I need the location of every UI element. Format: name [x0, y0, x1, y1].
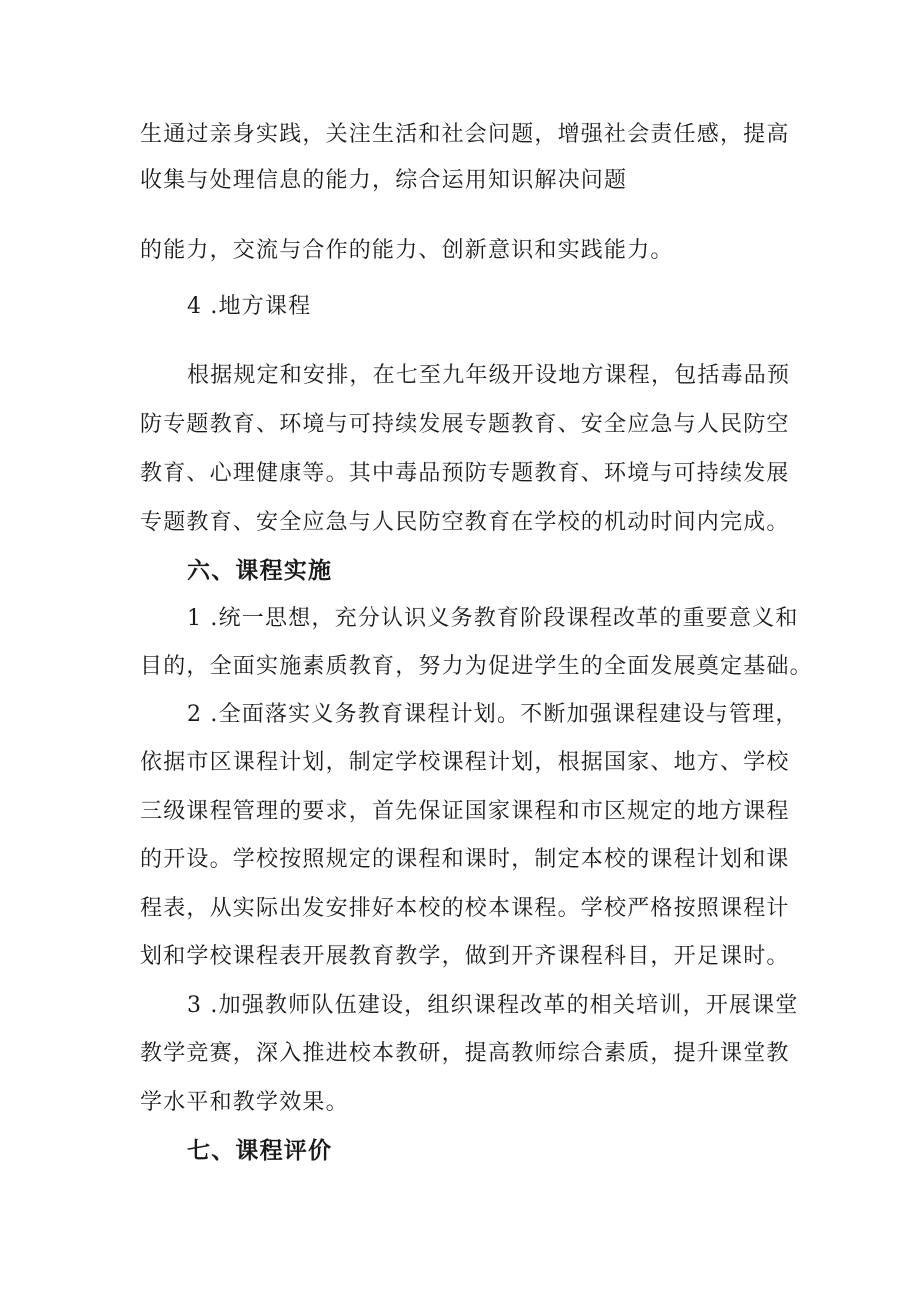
text-line: 根据规定和安排，在七至九年级开设地方课程，包括毒品预 — [187, 363, 791, 388]
text-line: 划和学校课程表开展教育教学，做到开齐课程科目，开足课时。 — [140, 944, 790, 969]
text-line: 1 .统一思想，充分认识义务教育阶段课程改革的重要意义和 — [187, 606, 799, 631]
text-line: 3 .加强教师队伍建设，组织课程改革的相关培训，开展课堂 — [187, 993, 799, 1018]
text-line: 的开设。学校按照规定的课程和课时，制定本校的课程计划和课 — [140, 847, 790, 872]
text-line: 目的，全面实施素质教育，努力为促进学生的全面发展奠定基础。 — [140, 654, 813, 679]
text-line: 的能力，交流与合作的能力、创新意识和实践能力。 — [140, 238, 674, 263]
text-line: 防专题教育、环境与可持续发展专题教育、安全应急与人民防空 — [140, 412, 790, 437]
text-line: 专题教育、安全应急与人民防空教育在学校的机动时间内完成。 — [140, 510, 790, 535]
text-line: 教育、心理健康等。其中毒品预防专题教育、环境与可持续发展 — [140, 461, 790, 486]
text-line: 教学竞赛，深入推进校本教研，提高教师综合素质，提升课堂教 — [140, 1041, 790, 1066]
chapter-heading: 六、课程实施 — [187, 558, 333, 584]
text-line: 依据市区课程计划，制定学校课程计划，根据国家、地方、学校 — [140, 750, 790, 775]
section-heading: 4 .地方课程 — [187, 294, 312, 319]
chapter-heading: 七、课程评价 — [187, 1138, 333, 1164]
text-line: 三级课程管理的要求，首先保证国家课程和市区规定的地方课程 — [140, 799, 790, 824]
text-line: 2 .全面落实义务教育课程计划。不断加强课程建设与管理， — [187, 702, 799, 727]
text-line: 学水平和教学效果。 — [140, 1090, 349, 1115]
text-line: 收集与处理信息的能力，综合运用知识解决问题 — [140, 168, 628, 193]
text-line: 程表，从实际出发安排好本校的校本课程。学校严格按照课程计 — [140, 896, 790, 921]
text-line: 生通过亲身实践，关注生活和社会问题，增强社会责任感，提高 — [140, 122, 790, 147]
